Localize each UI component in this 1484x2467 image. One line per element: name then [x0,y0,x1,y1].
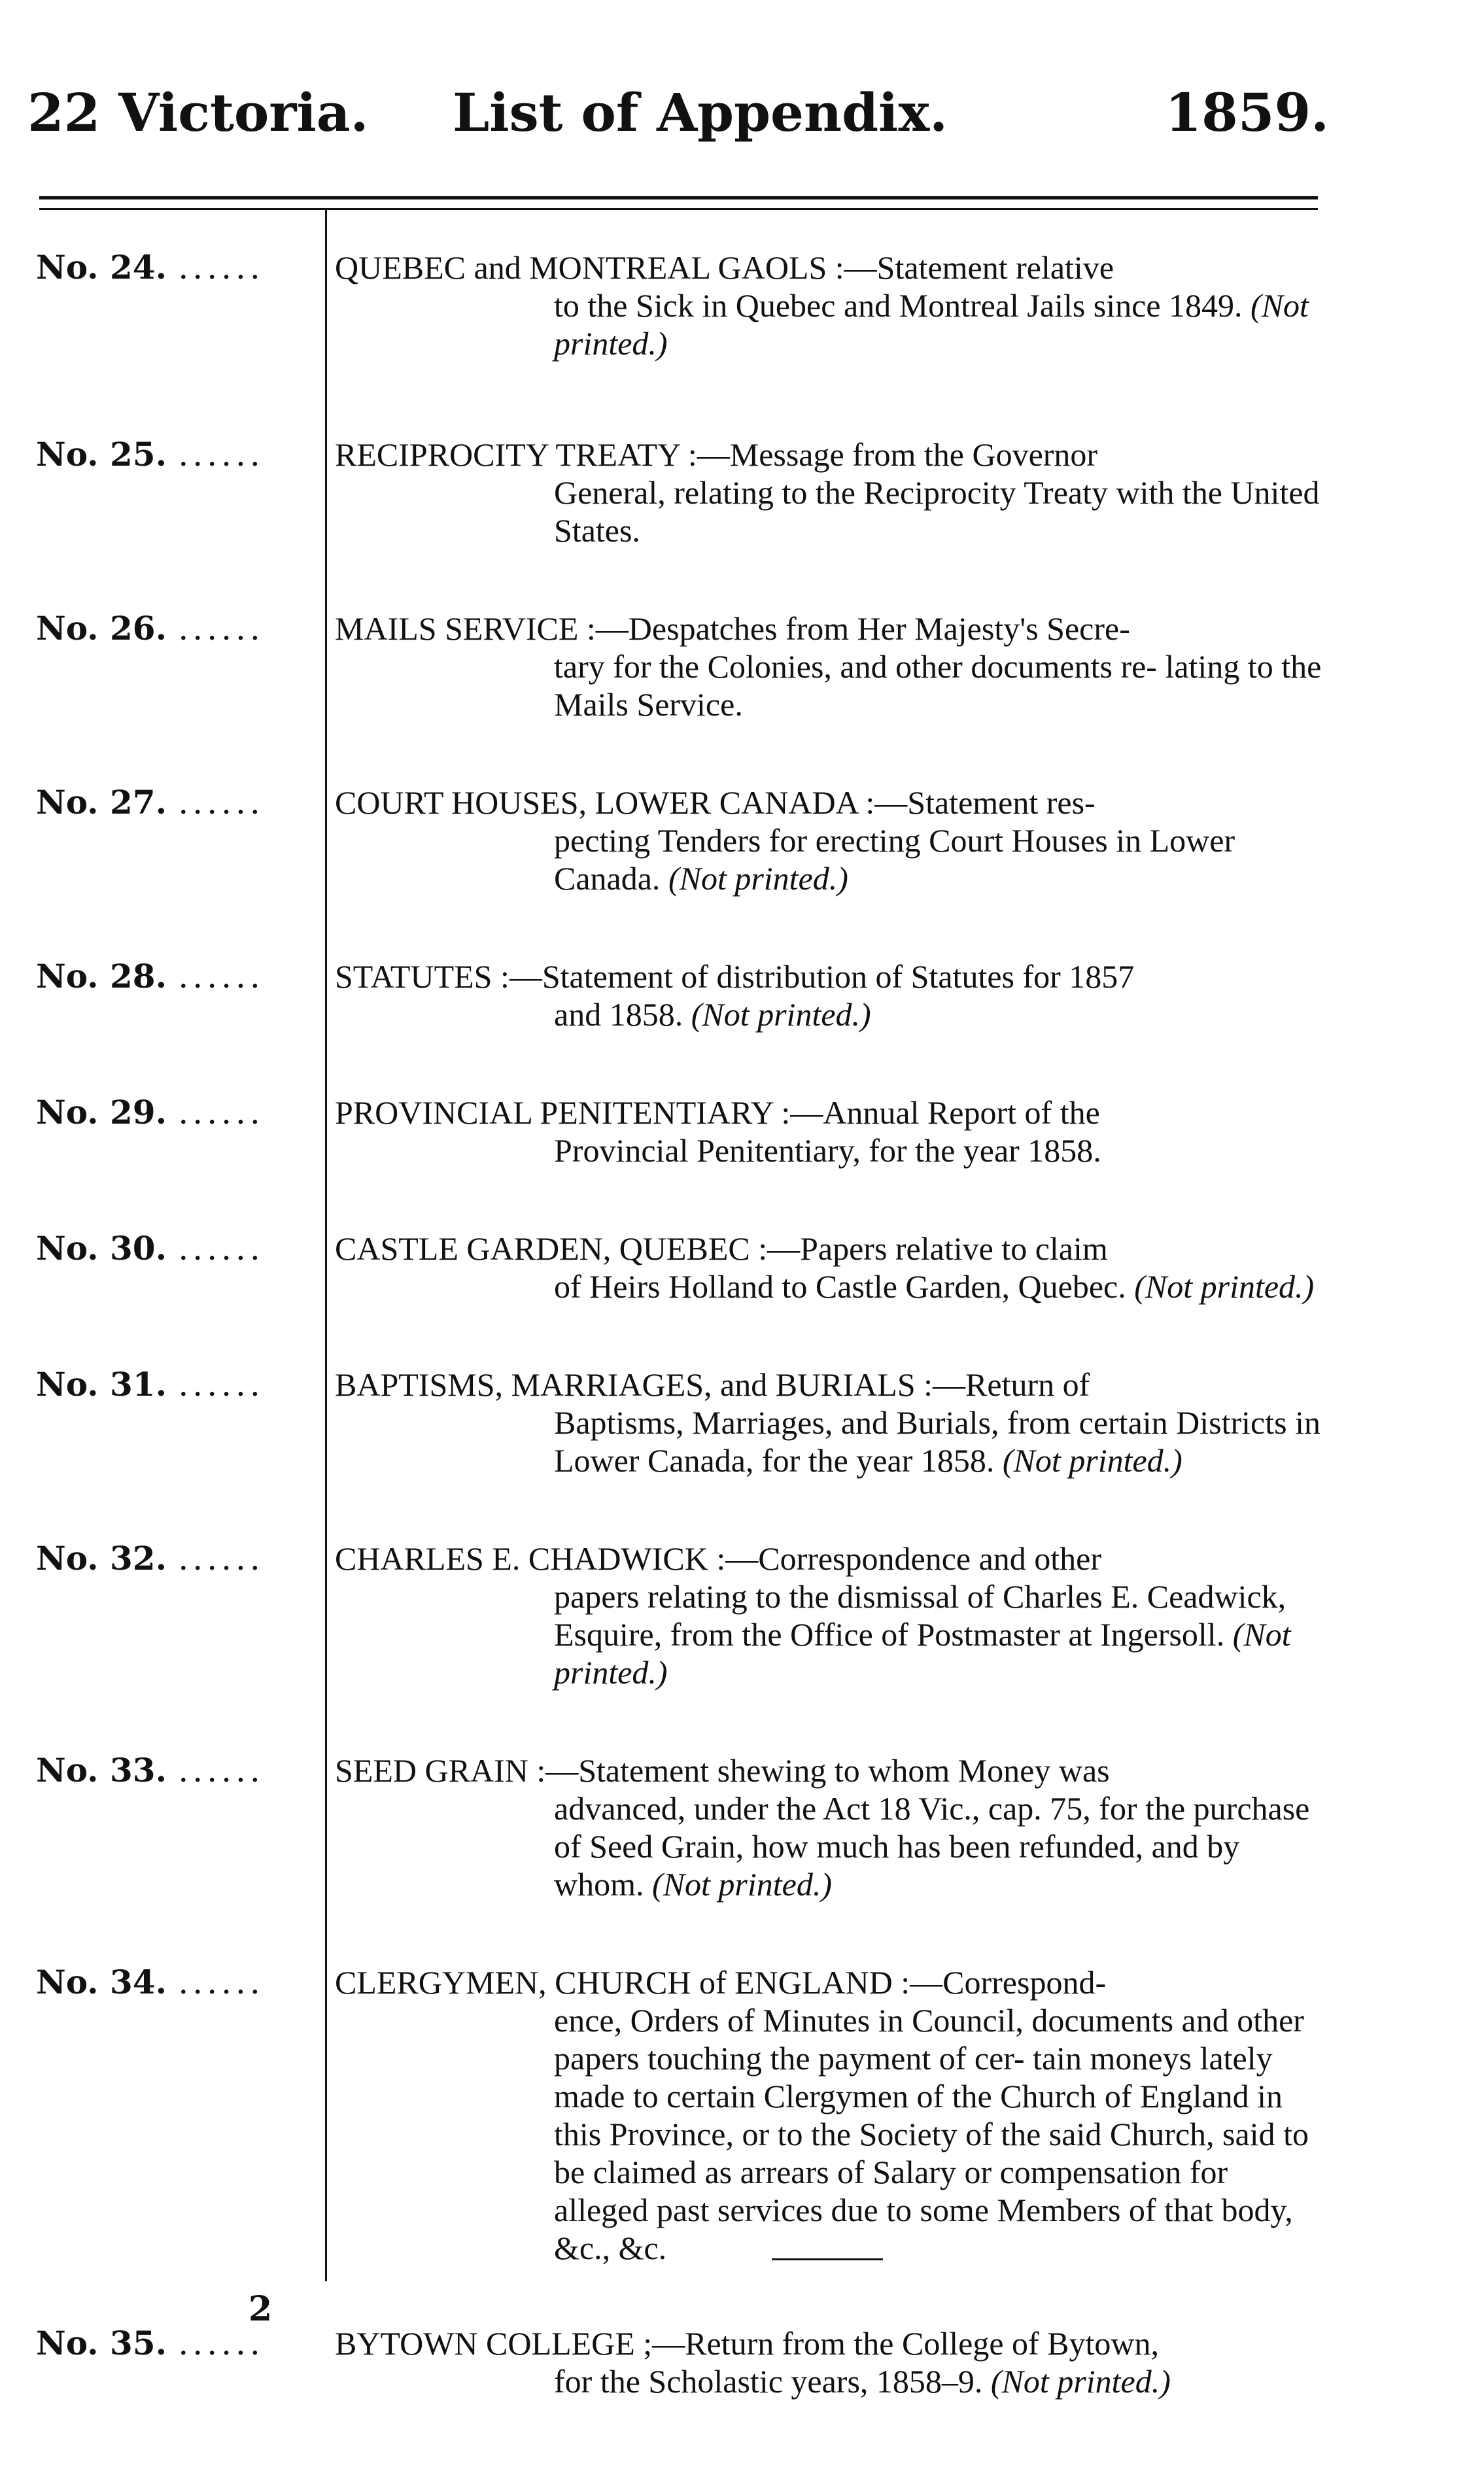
entry-number [36,2324,324,2362]
entry-text: of Heirs Holland to Castle Garden, Quebec. [554,1268,1126,1305]
entry-text: tary for the Colonies, and other documents re- lating to the Mails Service. [554,648,1322,723]
appendix-entry [0,2324,1484,2400]
entry-number [36,249,324,286]
entry-number [36,1963,324,2001]
not-printed-note: (Not printed.) [554,1616,1291,1691]
entry-description [335,436,1328,549]
appendix-entry [0,1963,1484,2267]
entry-description [335,784,1328,897]
entry-number-label: No. 26. [36,609,167,647]
entry-continuation [335,2362,1328,2400]
entry-continuation [335,1789,1328,1903]
entry-number [36,1751,324,1789]
entry-text: to the Sick in Quebec and Montreal Jails since 1849. [554,287,1243,324]
entry-description [335,1963,1328,2267]
entry-heading: CASTLE GARDEN, QUEBEC :—Papers relative to claim [335,1230,1108,1267]
entry-text: Baptisms, Marriages, and Burials, from certain Districts in Lower Canada, for the year 1858. [554,1404,1320,1479]
not-printed-note: (Not printed.) [652,1866,832,1903]
entry-number-label: No. 24. [36,248,167,286]
entry-description [335,249,1328,362]
leader-dots: ...... [178,1963,264,2001]
appendix-entry [0,1366,1484,1479]
appendix-entry [0,1230,1484,1305]
entry-number [36,784,324,821]
appendix-entry [0,436,1484,549]
entry-number-label: No. 25. [36,435,167,474]
entry-description [335,1366,1328,1479]
entry-number [36,1366,324,1404]
not-printed-note: (Not printed.) [1134,1268,1315,1305]
not-printed-note: (Not printed.) [990,2363,1171,2400]
entry-continuation [335,474,1328,549]
entry-heading: CLERGYMEN, CHURCH of ENGLAND :—Correspond- [335,1964,1107,2001]
leader-dots: ...... [178,1540,264,1578]
entry-heading: COURT HOUSES, LOWER CANADA :—Statement res- [335,784,1096,821]
entry-number-label: No. 31. [36,1365,167,1404]
entry-text: General, relating to the Reciprocity Treaty with the United States. [554,474,1320,549]
entry-description [335,2324,1328,2400]
running-header [27,82,1329,167]
entry-number [36,957,324,995]
entry-heading: QUEBEC and MONTREAL GAOLS :—Statement relative [335,249,1114,286]
entry-continuation [335,2001,1328,2267]
header-regnal-year: 22 Victoria. [27,82,369,143]
header-rule-thin [39,208,1318,210]
entry-heading: BAPTISMS, MARRIAGES, and BURIALS :—Return of [335,1366,1090,1403]
leader-dots: ...... [178,249,264,286]
entry-continuation [335,995,1328,1033]
entry-description [335,1094,1328,1169]
entry-text: and 1858. [554,996,683,1033]
entry-number [36,1094,324,1131]
entry-heading: MAILS SERVICE :—Despatches from Her Majesty's Secre- [335,610,1130,647]
entry-number-label: No. 35. [36,2324,167,2362]
leader-dots: ...... [178,610,264,647]
entry-number-label: No. 27. [36,783,167,821]
entry-heading: STATUTES :—Statement of distribution of Statutes for 1857 [335,958,1135,995]
leader-dots: ...... [178,1366,264,1404]
entry-number [36,1230,324,1268]
end-rule [772,2258,883,2260]
entry-description [335,1751,1328,1903]
entry-text: Provincial Penitentiary, for the year 1858. [554,1132,1101,1169]
leader-dots: ...... [178,1094,264,1131]
leader-dots: ...... [178,436,264,474]
entry-heading: PROVINCIAL PENITENTIARY :—Annual Report of the [335,1094,1100,1131]
entry-number-label: No. 30. [36,1229,167,1268]
entry-number-label: No. 28. [36,957,167,995]
entry-continuation [335,647,1328,723]
entry-text: advanced, under the Act 18 Vic., cap. 75, for the purchase of Seed Grain, how much has been refunded, and by whom. [554,1790,1310,1903]
entry-description [335,1230,1328,1305]
entry-number-label: No. 32. [36,1539,167,1578]
entry-continuation [335,1578,1328,1691]
entry-continuation [335,1268,1328,1305]
entry-text: pecting Tenders for erecting Court Houses in Lower Canada. [554,822,1235,897]
header-title: List of Appendix. [453,82,948,143]
entry-number-label: No. 29. [36,1093,167,1131]
appendix-entry [0,610,1484,723]
leader-dots: ...... [178,2324,264,2362]
entry-description [335,957,1328,1033]
page-number: 2 [249,2289,273,2329]
leader-dots: ...... [178,1751,264,1789]
entry-number-label: No. 34. [36,1963,167,2001]
entry-continuation [335,286,1328,362]
not-printed-note: (Not printed.) [1002,1442,1182,1479]
entry-text: ence, Orders of Minutes in Council, documents and other papers touching the payment of cer- tain moneys lately made to certain Clergymen of the Church of England in this Province, or to the Society of the said Church, said to be claimed as arrears of Salary or compensation for alleged past services due to some Members of that body, &c., &c. [554,2002,1309,2266]
leader-dots: ...... [178,1230,264,1268]
not-printed-note: (Not printed.) [554,287,1309,362]
entry-description [335,1540,1328,1691]
entry-number [36,610,324,647]
entry-text: for the Scholastic years, 1858–9. [554,2363,983,2400]
entry-heading: BYTOWN COLLEGE ;—Return from the College of Bytown, [335,2325,1160,2362]
entry-description [335,610,1328,723]
entry-number [36,436,324,474]
appendix-entry [0,1751,1484,1903]
header-year: 1859. [1165,82,1329,143]
appendix-list [0,249,1484,2400]
appendix-entry [0,784,1484,897]
entry-number [36,1540,324,1578]
not-printed-note: (Not printed.) [668,860,848,897]
entry-heading: SEED GRAIN :—Statement shewing to whom Money was [335,1752,1110,1789]
appendix-entry [0,249,1484,362]
entry-heading: CHARLES E. CHADWICK :—Correspondence and other [335,1540,1102,1577]
not-printed-note: (Not printed.) [691,996,871,1033]
entry-number-label: No. 33. [36,1751,167,1789]
entry-heading: RECIPROCITY TREATY :—Message from the Governor [335,436,1098,473]
entry-continuation [335,821,1328,897]
leader-dots: ...... [178,784,264,821]
appendix-entry [0,1094,1484,1169]
header-rule-thick [39,196,1318,199]
appendix-entry [0,957,1484,1033]
entry-continuation [335,1131,1328,1169]
leader-dots: ...... [178,957,264,995]
entry-text: papers relating to the dismissal of Charles E. Ceadwick, Esquire, from the Office of Postmaster at Ingersoll. [554,1578,1286,1653]
appendix-entry [0,1540,1484,1691]
entry-continuation [335,1404,1328,1479]
